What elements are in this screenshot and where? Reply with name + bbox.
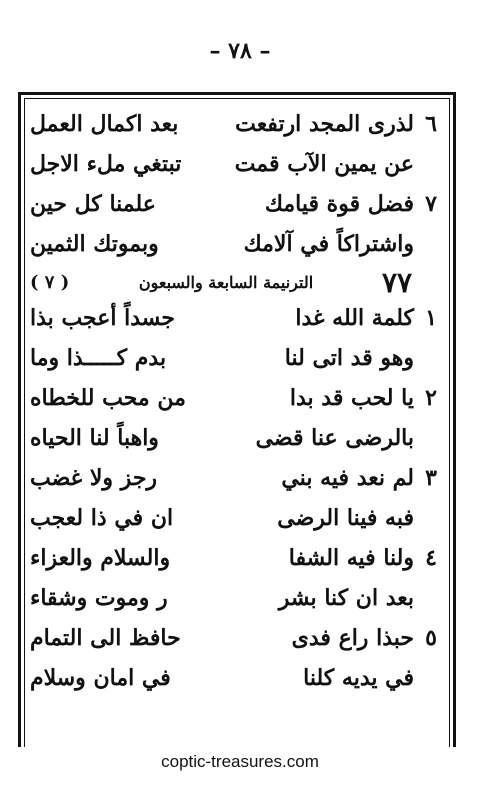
verse-line — [30, 618, 442, 658]
verse-line — [30, 338, 442, 378]
stanza-number: ١ — [425, 305, 437, 331]
stanza-number: ٢ — [425, 385, 437, 411]
hemistich-second: بدم كـــــذا وما — [30, 345, 167, 371]
hemistich-second: حافظ الى التمام — [30, 625, 181, 651]
hemistich-second: من محب للخطاه — [30, 385, 186, 411]
hemistich-second: علمنا كل حين — [30, 191, 156, 217]
verse-line — [30, 298, 442, 338]
hymn-text — [30, 104, 442, 698]
stanza-number: ٦ — [425, 111, 437, 137]
source-watermark: coptic-treasures.com — [161, 752, 319, 771]
hemistich-first: بالرضى عنا قضى — [255, 425, 414, 451]
hemistich-second: جسداً أعجب بذا — [30, 305, 176, 331]
hemistich-second: ان في ذا لعجب — [30, 505, 174, 531]
hemistich-first: حبذا راع فدى — [291, 625, 414, 651]
hemistich-first: واشتراكاً في آلامك — [243, 231, 414, 257]
hemistich-first: يا لحب قد بدا — [289, 385, 414, 411]
hemistich-first: ولنا فيه الشفا — [288, 545, 414, 571]
hemistich-first: فضل قوة قيامك — [264, 191, 414, 217]
hymn-number: ٧٧ — [381, 265, 413, 299]
hymn-heading — [30, 266, 442, 298]
verse-line — [30, 658, 442, 698]
verse-line — [30, 498, 442, 538]
verse-line — [30, 578, 442, 618]
hemistich-first: بعد ان كنا بشر — [278, 585, 414, 611]
hemistich-second: تبتغي ملء الاجل — [30, 151, 182, 177]
verse-line — [30, 104, 442, 144]
stanza-number: ٧ — [425, 191, 437, 217]
hemistich-first: في يديه كلنا — [303, 665, 414, 691]
hemistich-second: وبموتك الثمين — [30, 231, 159, 257]
hemistich-first: كلمة الله غدا — [295, 305, 414, 331]
hemistich-first: فبه فينا الرضى — [277, 505, 414, 531]
hemistich-first: لذرى المجد ارتفعت — [235, 111, 414, 137]
page-number: – ٧٨ – — [209, 38, 271, 64]
verse-line — [30, 458, 442, 498]
hymn-title: الترنيمة السابعة والسبعون — [138, 272, 314, 292]
verse-line — [30, 378, 442, 418]
hemistich-second: والسلام والعزاء — [30, 545, 171, 571]
verse-line — [30, 184, 442, 224]
stanza-number: ٥ — [425, 625, 437, 651]
hemistich-first: عن يمين الآب قمت — [234, 151, 414, 177]
hymn-tune-number: ( ٧ ) — [30, 271, 70, 293]
hemistich-second: بعد اكمال العمل — [30, 111, 179, 137]
hemistich-second: رجز ولا غضب — [30, 465, 158, 491]
stanza-number: ٤ — [425, 545, 437, 571]
verse-line — [30, 224, 442, 264]
verse-line — [30, 538, 442, 578]
hemistich-second: ر وموت وشقاء — [30, 585, 168, 611]
stanza-number: ٣ — [425, 465, 437, 491]
hemistich-first: لم نعد فيه بني — [281, 465, 414, 491]
hemistich-first: وهو قد اتى لنا — [284, 345, 414, 371]
verse-line — [30, 144, 442, 184]
hemistich-second: واهباً لنا الحياه — [30, 425, 159, 451]
verse-line — [30, 418, 442, 458]
hemistich-second: في امان وسلام — [30, 665, 171, 691]
